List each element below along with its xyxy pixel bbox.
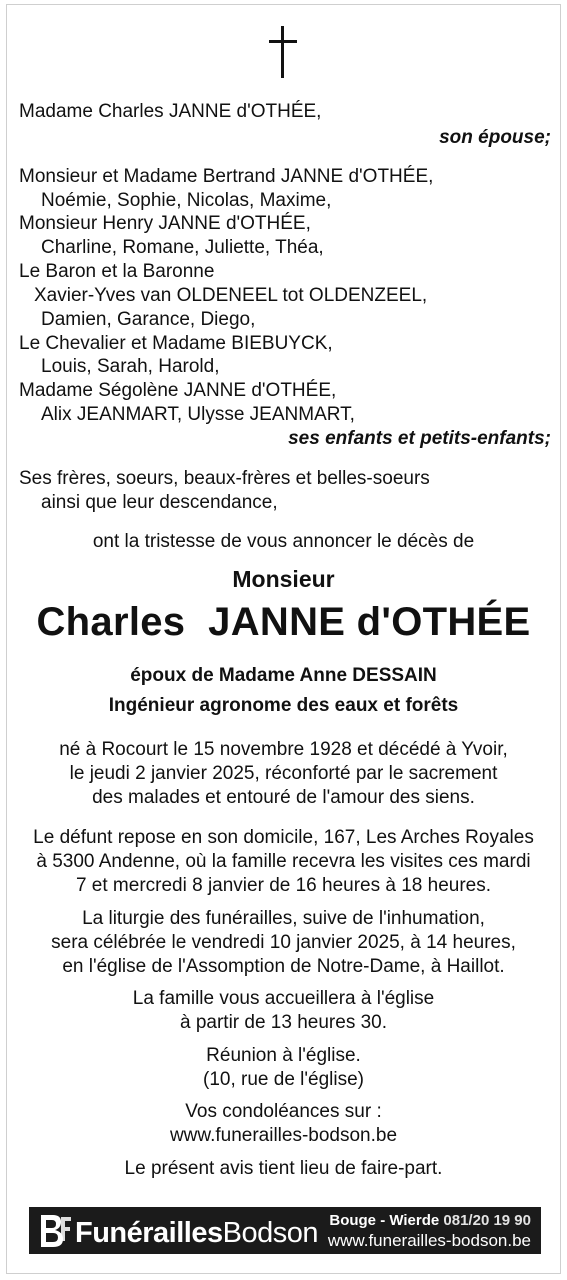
family-line: Xavier-Yves van OLDENEEL tot OLDENZEEL, [34,285,428,306]
family-line: Noémie, Sophie, Nicolas, Maxime, [41,190,332,211]
family-line: Monsieur Henry JANNE d'OTHÉE, [19,213,311,234]
spouse-of: époux de Madame Anne DESSAIN [130,665,437,686]
visits-line: 7 et mercredi 8 janvier de 16 heures à 18 heures. [75,875,492,896]
footer-banner [29,1207,541,1254]
brand-name [75,1217,318,1249]
family-line: Charline, Romane, Juliette, Théa, [41,237,324,258]
cross-icon [269,26,297,78]
notice-line: Le présent avis tient lieu de faire-part. [124,1158,443,1179]
funeral-line: La liturgie des funérailles, suive de l'inhumation, [82,908,485,929]
condolences-line: Vos condoléances sur : [185,1101,382,1122]
brand-light: Bodson [222,1217,318,1249]
family-line: Damien, Garance, Diego, [41,309,256,330]
welcome-line: La famille vous accueillera à l'église [132,988,435,1009]
contact-info [329,1212,531,1230]
family-line: Alix JEANMART, Ulysse JEANMART, [41,404,355,425]
spouse-role: son épouse; [439,127,551,148]
family-line: Madame Ségolène JANNE d'OTHÉE, [19,380,337,401]
profession: Ingénieur agronome des eaux et forêts [108,695,459,716]
reunion-line: (10, rue de l'église) [203,1069,364,1090]
funeral-line: sera célébrée le vendredi 10 janvier 2025, à 14 heures, [51,932,516,953]
siblings-line: Ses frères, soeurs, beaux-frères et belles-soeurs [19,468,430,489]
deceased-name: Charles JANNE d'OTHÉE [36,600,531,644]
family-line: Monsieur et Madame Bertrand JANNE d'OTHÉE, [19,166,434,187]
family-line: Le Baron et la Baronne [19,261,215,282]
welcome-line: à partir de 13 heures 30. [179,1012,388,1033]
family-line: Le Chevalier et Madame BIEBUYCK, [19,333,333,354]
descendants-line: ainsi que leur descendance, [41,492,278,513]
deceased-title: Monsieur [232,566,335,592]
reunion-line: Réunion à l'église. [206,1045,361,1066]
birth-death-line: des malades et entouré de l'amour des siens. [92,787,475,808]
announcement: ont la tristesse de vous annoncer le décès de [92,531,475,552]
birth-death-line: le jeudi 2 janvier 2025, réconforté par le sacrement [69,763,498,784]
phone-number[interactable]: 081/20 19 90 [443,1212,531,1229]
condolences-website[interactable]: www.funerailles-bodson.be [169,1125,398,1146]
brand-bold: Funérailles [75,1217,223,1249]
family-line: Louis, Sarah, Harold, [41,356,220,377]
bodson-logo-icon [37,1211,73,1251]
footer-website[interactable]: www.funerailles-bodson.be [327,1231,531,1250]
spouse-line: Madame Charles JANNE d'OTHÉE, [19,101,322,122]
visits-line: à 5300 Andenne, où la famille recevra les visites ces mardi [36,851,531,872]
location: Bouge - Wierde [329,1212,440,1229]
children-role: ses enfants et petits-enfants; [288,428,551,449]
funeral-line: en l'église de l'Assomption de Notre-Dame, à Haillot. [62,956,505,977]
birth-death-line: né à Rocourt le 15 novembre 1928 et décédé à Yvoir, [59,739,508,760]
visits-line: Le défunt repose en son domicile, 167, Les Arches Royales [33,827,534,848]
